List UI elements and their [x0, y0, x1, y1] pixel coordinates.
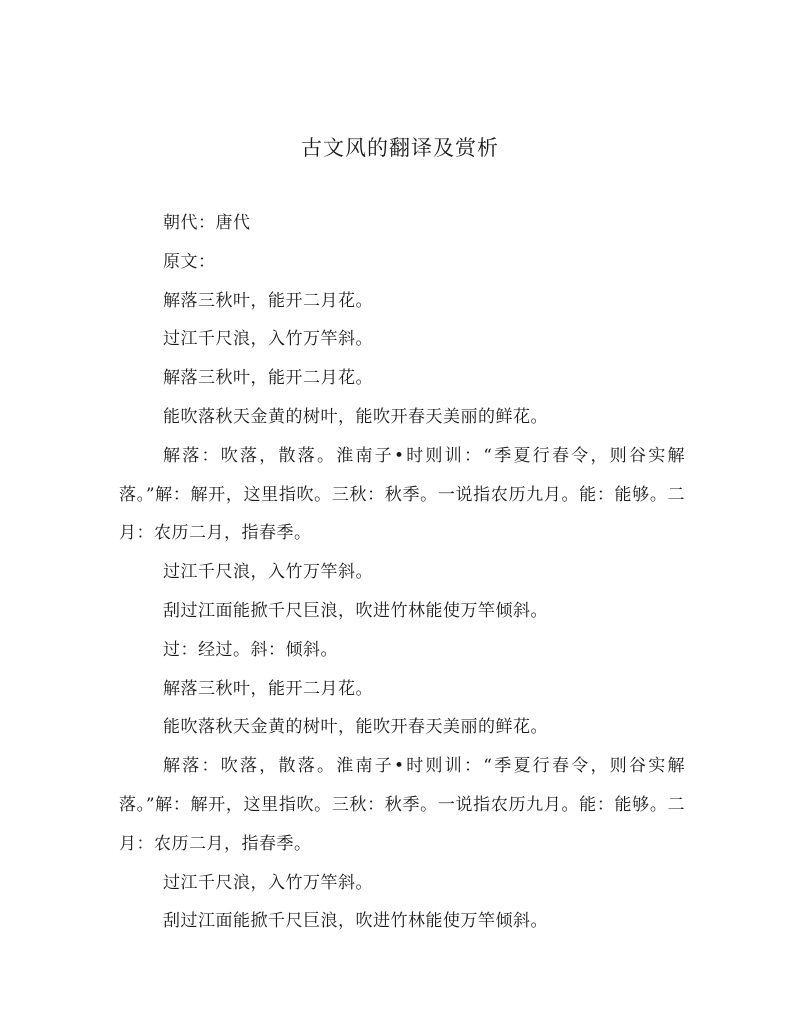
paragraph-poem-line-1: 解落三秋叶，能开二月花。 — [163, 290, 373, 311]
paragraph-verse-2: 过江千尺浪，入竹万竿斜。 — [163, 562, 373, 583]
paragraph-original-label: 原文： — [163, 251, 216, 272]
document-title: 古文风的翻译及赏析 — [301, 136, 499, 160]
paragraph-verse-4: 过江千尺浪，入竹万竿斜。 — [163, 872, 373, 893]
paragraph-poem-line-2: 过江千尺浪，入竹万竿斜。 — [163, 329, 373, 350]
paragraph-notes-1: 解落：吹落，散落。淮南子•时则训：“季夏行春令，则谷实解落。”解：解开，这里指吹。三秋：秋季。一说指农历九月。能：能够。二月：农历二月，指春季。 — [119, 445, 685, 544]
paragraph-translation-1: 能吹落秋天金黄的树叶，能吹开春天美丽的鲜花。 — [163, 406, 548, 427]
paragraph-verse-1: 解落三秋叶，能开二月花。 — [163, 368, 373, 389]
paragraph-notes-3: 解落：吹落，散落。淮南子•时则训：“季夏行春令，则谷实解落。”解：解开，这里指吹。三秋：秋季。一说指农历九月。能：能够。二月：农历二月，指春季。 — [119, 756, 685, 854]
paragraph-verse-3: 解落三秋叶，能开二月花。 — [163, 678, 373, 699]
paragraph-dynasty: 朝代：唐代 — [163, 213, 251, 233]
paragraph-translation-4: 刮过江面能掀千尺巨浪，吹进竹林能使万竿倾斜。 — [163, 911, 548, 932]
paragraph-notes-2: 过：经过。斜：倾斜。 — [163, 639, 338, 660]
paragraph-translation-2: 刮过江面能掀千尺巨浪，吹进竹林能使万竿倾斜。 — [163, 600, 548, 621]
paragraph-translation-3: 能吹落秋天金黄的树叶，能吹开春天美丽的鲜花。 — [163, 717, 548, 738]
document-body — [119, 204, 685, 941]
